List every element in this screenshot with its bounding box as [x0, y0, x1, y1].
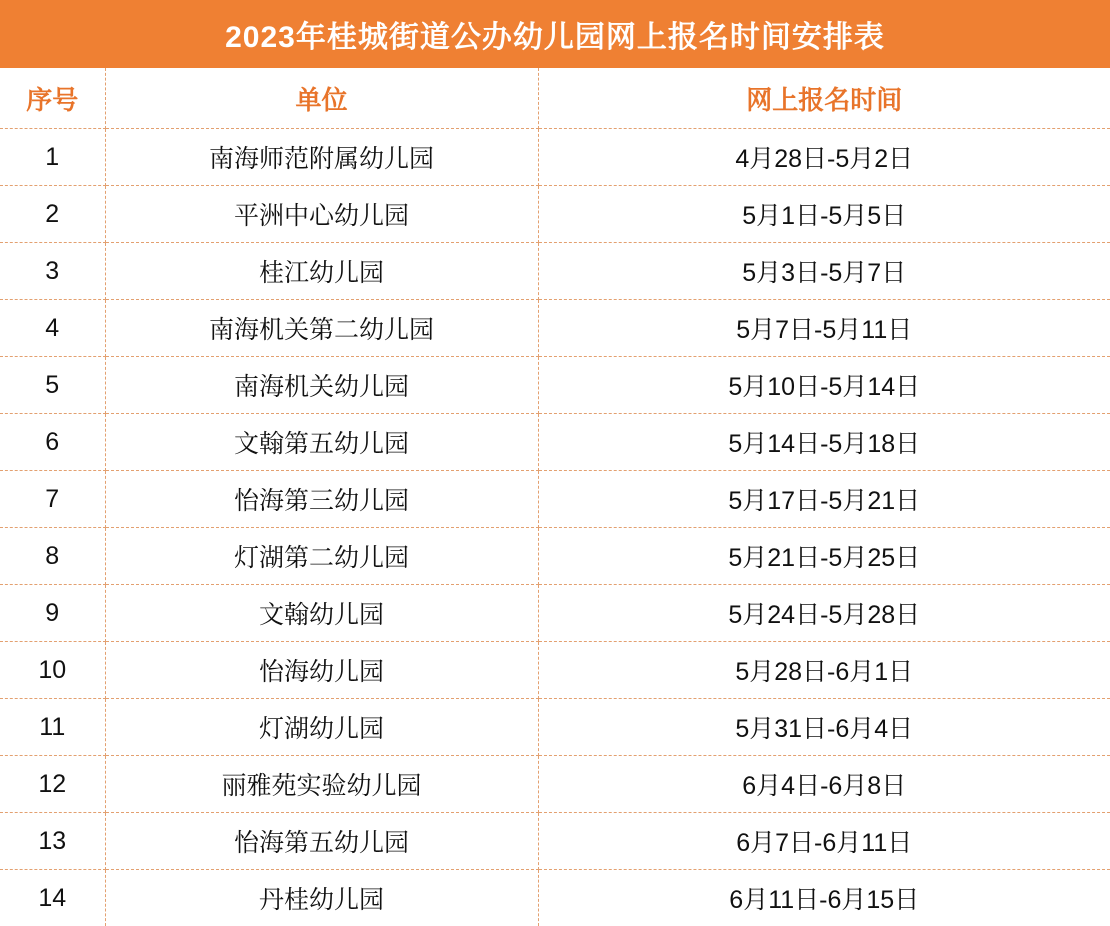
cell-time: 5月14日-5月18日 — [538, 414, 1110, 471]
cell-unit: 灯湖幼儿园 — [105, 699, 538, 756]
page-title: 2023年桂城街道公办幼儿园网上报名时间安排表 — [0, 0, 1110, 68]
cell-no: 2 — [0, 186, 105, 243]
cell-time: 5月24日-5月28日 — [538, 585, 1110, 642]
cell-time: 5月1日-5月5日 — [538, 186, 1110, 243]
table-row — [0, 357, 1110, 414]
cell-unit: 平洲中心幼儿园 — [105, 186, 538, 243]
cell-no: 4 — [0, 300, 105, 357]
cell-time: 5月21日-5月25日 — [538, 528, 1110, 585]
cell-unit: 南海师范附属幼儿园 — [105, 129, 538, 186]
table-row — [0, 414, 1110, 471]
schedule-table — [0, 68, 1110, 926]
cell-no: 3 — [0, 243, 105, 300]
table-row — [0, 300, 1110, 357]
cell-unit: 南海机关第二幼儿园 — [105, 300, 538, 357]
cell-unit: 丽雅苑实验幼儿园 — [105, 756, 538, 813]
table-row — [0, 186, 1110, 243]
cell-no: 13 — [0, 813, 105, 870]
cell-time: 5月28日-6月1日 — [538, 642, 1110, 699]
cell-time: 4月28日-5月2日 — [538, 129, 1110, 186]
cell-no: 8 — [0, 528, 105, 585]
cell-no: 12 — [0, 756, 105, 813]
cell-unit: 怡海第五幼儿园 — [105, 813, 538, 870]
cell-time: 5月7日-5月11日 — [538, 300, 1110, 357]
table-body — [0, 129, 1110, 926]
column-header-no: 序号 — [0, 68, 105, 129]
cell-no: 5 — [0, 357, 105, 414]
cell-time: 6月11日-6月15日 — [538, 870, 1110, 926]
table-header — [0, 68, 1110, 129]
cell-time: 5月3日-5月7日 — [538, 243, 1110, 300]
table-row — [0, 642, 1110, 699]
cell-no: 10 — [0, 642, 105, 699]
cell-unit: 文翰第五幼儿园 — [105, 414, 538, 471]
cell-no: 7 — [0, 471, 105, 528]
cell-unit: 桂江幼儿园 — [105, 243, 538, 300]
table-row — [0, 585, 1110, 642]
cell-no: 11 — [0, 699, 105, 756]
table-header-row — [0, 68, 1110, 129]
table-row — [0, 528, 1110, 585]
cell-time: 6月7日-6月11日 — [538, 813, 1110, 870]
cell-unit: 怡海第三幼儿园 — [105, 471, 538, 528]
column-header-time: 网上报名时间 — [538, 68, 1110, 129]
cell-unit: 灯湖第二幼儿园 — [105, 528, 538, 585]
cell-time: 5月17日-5月21日 — [538, 471, 1110, 528]
cell-unit: 文翰幼儿园 — [105, 585, 538, 642]
table-row — [0, 699, 1110, 756]
cell-time: 6月4日-6月8日 — [538, 756, 1110, 813]
table-row — [0, 243, 1110, 300]
cell-no: 9 — [0, 585, 105, 642]
table-row — [0, 471, 1110, 528]
cell-time: 5月31日-6月4日 — [538, 699, 1110, 756]
cell-no: 14 — [0, 870, 105, 926]
cell-no: 1 — [0, 129, 105, 186]
cell-unit: 怡海幼儿园 — [105, 642, 538, 699]
table-row — [0, 129, 1110, 186]
cell-no: 6 — [0, 414, 105, 471]
column-header-unit: 单位 — [105, 68, 538, 129]
cell-unit: 丹桂幼儿园 — [105, 870, 538, 926]
cell-time: 5月10日-5月14日 — [538, 357, 1110, 414]
table-row — [0, 813, 1110, 870]
table-row — [0, 756, 1110, 813]
cell-unit: 南海机关幼儿园 — [105, 357, 538, 414]
